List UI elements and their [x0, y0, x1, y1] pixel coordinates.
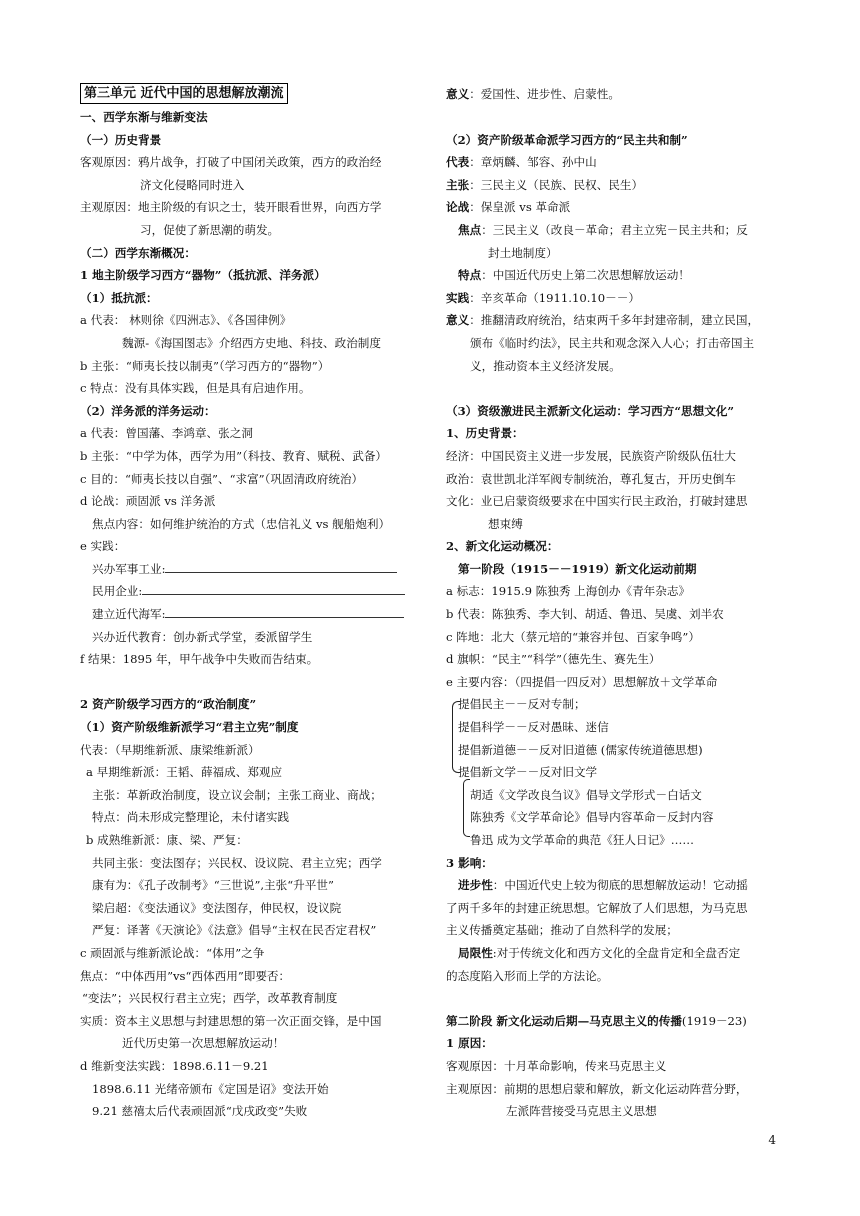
text-line: b 代表：陈独秀、李大钊、胡适、鲁迅、吴虞、刘半农	[446, 607, 724, 622]
fill-in-label: 兴办军事工业:	[92, 561, 166, 576]
text-line: 1898.6.11 光绪帝颁布《定国是诏》变法开始	[92, 1081, 329, 1096]
text-line: 经济：中国民资主义进一步发展，民族资产阶级队伍壮大	[446, 448, 736, 463]
text-line: d 旗帜：“民主”“科学”（德先生、赛先生）	[446, 652, 661, 667]
topic-subheading: （3）资级激进民主派新文化运动：学习西方“思想文化”	[446, 403, 735, 418]
section-heading: 一、西学东渐与维新变法	[80, 110, 208, 124]
subsection-heading: （二）西学东渐概况：	[80, 245, 196, 260]
text-line: 康有为：《孔子改制考》“三世说”,主张“升平世”	[92, 878, 334, 893]
text-line: b 主张：“师夷长技以制夷”（学习西方的“器物”）	[80, 358, 330, 373]
text-line: 主张：革新政治制度，设立议会制；主张工商业、商战；	[92, 787, 382, 802]
text-line: d 维新变法实践：1898.6.11－9.21	[80, 1058, 269, 1073]
topic-subheading: （2）洋务派的洋务运动：	[80, 403, 216, 418]
topic-subheading: （1）抵抗派：	[80, 290, 158, 305]
text-line: 意义：爱国性、进步性、启蒙性。	[446, 87, 620, 101]
text-line: 主观原因：地主阶级的有识之士，装开眼看世界，向西方学	[80, 200, 382, 215]
fill-in-line	[80, 603, 414, 626]
phase-heading: 第一阶段（1915－－1919）新文化运动前期	[458, 561, 697, 576]
fill-in-label: 民用企业:	[92, 584, 143, 599]
text-line: 实质：资本主义思想与封建思想的第一次正面交锋，是中国	[80, 1013, 382, 1028]
text-line: 的态度陷入形而上学的方法论。	[446, 968, 609, 983]
answer-blank[interactable]	[142, 581, 405, 595]
text-line: c 特点：没有具体实践，但是具有启迪作用。	[80, 381, 311, 396]
text-line: “变法”；兴民权行君主立宪；西学，改革教育制度	[82, 991, 338, 1006]
list-item: 陈独秀《文学革命论》倡导内容革命－反封内容	[470, 810, 714, 825]
topic-heading: 1 地主阶级学习西方“器物”（抵抗派、洋务派）	[80, 268, 326, 283]
text-line: 论战：保皇派 vs 革命派	[446, 200, 571, 215]
text-line: 进步性：中国近代史上较为彻底的思想解放运动！它动摇	[458, 878, 748, 893]
text-line: 魏源-《海国图志》介绍西方史地、科技、政治制度	[122, 335, 381, 350]
right-column	[446, 82, 786, 1123]
section-heading: 2、新文化运动概况：	[446, 539, 559, 554]
text-line: 客观原因：十月革命影响，传来马克思主义	[446, 1058, 667, 1073]
list-item: 提倡民主－－反对专制；	[458, 697, 586, 712]
text-line: 焦点：“中体西用”vs“西体西用”即要否：	[80, 968, 291, 983]
list-item: 提倡科学－－反对愚昧、迷信	[458, 720, 609, 735]
text-line: 焦点：三民主义（改良－革命；君主立宪－民主共和；反	[458, 222, 748, 237]
text-line: 近代历史第一次思想解放运动！	[122, 1036, 285, 1051]
list-brace	[452, 701, 460, 773]
text-line: f 结果：1895 年，甲午战争中失败而告结束。	[80, 652, 319, 667]
text-line: 梁启超：《变法通议》变法图存，伸民权，设议院	[92, 900, 342, 915]
text-line: d 论战：顽固派 vs 洋务派	[80, 494, 216, 509]
text-line: 局限性:对于传统文化和西方文化的全盘肯定和全盘否定	[458, 945, 741, 960]
unit-title: 第三单元 近代中国的思想解放潮流	[80, 83, 288, 104]
list-brace	[463, 779, 470, 837]
list-item: 胡适《文学改良刍议》倡导文学形式－白话文	[470, 787, 702, 802]
text-line: e 实践：	[80, 539, 126, 554]
subsection-heading: （一）历史背景	[80, 132, 162, 147]
text-line: 了两千多年的封建正统思想。它解放了人们思想，为马克思	[446, 900, 748, 915]
text-line: 特点：尚未形成完整理论，未付诸实践	[92, 810, 290, 825]
page-number: 4	[768, 1133, 776, 1147]
text-line: 想束缚	[488, 516, 523, 531]
fill-in-line	[80, 580, 414, 603]
section-heading: 3 影响：	[446, 855, 493, 870]
text-line: 意义：推翻清政府统治，结束两千多年封建帝制，建立民国，	[446, 313, 760, 328]
left-column	[80, 82, 414, 1123]
topic-subheading: （1）资产阶级维新派学习“君主立宪”制度	[80, 720, 299, 735]
phase-heading: 第二阶段 新文化运动后期—马克思主义的传播(1919－23)	[446, 1013, 747, 1028]
text-line: c 目的：“师夷长技以自强”、“求富”（巩固清政府统治）	[80, 471, 364, 486]
topic-heading: 2 资产阶级学习西方的“政治制度”	[80, 697, 257, 712]
answer-blank[interactable]	[165, 559, 397, 573]
text-line: 封土地制度）	[488, 245, 558, 260]
text-line: 主观原因：前期的思想启蒙和解放，新文化运动阵营分野，	[446, 1081, 748, 1096]
text-line: c 阵地：北大（蔡元培的“兼容并包、百家争鸣”）	[446, 629, 700, 644]
section-heading: 1 原因：	[446, 1036, 493, 1051]
list-item: 提倡新道德－－反对旧道德 (儒家传统道德思想)	[458, 742, 703, 757]
fill-in-line	[80, 558, 414, 581]
text-line: 客观原因：鸦片战争，打破了中国闭关政策，西方的政治经	[80, 155, 382, 170]
text-line: 焦点内容：如何维护统治的方式（忠信礼义 vs 舰船炮利）	[92, 516, 391, 531]
text-line: 共同主张：变法图存；兴民权、设议院、君主立宪；西学	[92, 855, 382, 870]
text-line: 左派阵营接受马克思主义思想	[506, 1104, 657, 1119]
text-line: b 成熟维新派：康、梁、严复：	[86, 833, 248, 847]
text-line: 颁布《临时约法》，民主共和观念深入人心；打击帝国主	[470, 335, 755, 350]
text-line: 主张：三民主义（民族、民权、民生）	[446, 177, 644, 192]
section-heading: 1、历史背景：	[446, 426, 524, 441]
list-item: 鲁迅 成为文学革命的典范《狂人日记》……	[470, 833, 694, 847]
text-line: 严复：译著《天演论》《法意》倡导“主权在民否定君权”	[92, 923, 377, 938]
text-line: 实践：辛亥革命（1911.10.10－－）	[446, 290, 640, 305]
list-item: 提倡新文学－－反对旧文学	[458, 765, 598, 780]
text-line: a 代表：曾国藩、李鸿章、张之洞	[80, 426, 253, 441]
text-line: 主义传播奠定基础；推动了自然科学的发展；	[446, 923, 678, 938]
text-line: 代表：章炳麟、邹容、孙中山	[446, 155, 597, 170]
text-line: b 主张：“中学为体，西学为用”（科技、教育、赋税、武备）	[80, 448, 388, 463]
fill-in-label: 建立近代海军:	[92, 607, 166, 622]
topic-subheading: （2）资产阶级革命派学习西方的“民主共和制”	[446, 132, 688, 147]
text-line: 习，促使了新思潮的萌发。	[140, 222, 280, 237]
text-line: a 代表： 林则徐《四洲志》、《各国律例》	[80, 313, 292, 328]
text-line: a 早期维新派：王韬、薛福成、郑观应	[86, 765, 283, 780]
text-line: 义，推动资本主义经济发展。	[470, 358, 621, 373]
text-line: 济文化侵略同时进入	[140, 177, 245, 192]
text-line: 政治：袁世凯北洋军阀专制统治，尊孔复古，开历史倒车	[446, 471, 736, 486]
text-line: 文化：业已启蒙资级要求在中国实行民主政治，打破封建思	[446, 494, 748, 509]
text-line: 9.21 慈禧太后代表顽固派“戊戌政变”失败	[92, 1104, 308, 1119]
text-line: a 标志：1915.9 陈独秀 上海创办《青年杂志》	[446, 584, 691, 599]
text-line: e 主要内容：（四提倡一四反对）思想解放＋文学革命	[446, 674, 718, 689]
text-line: c 顽固派与维新派论战：“体用”之争	[80, 945, 265, 960]
text-line: 特点：中国近代历史上第二次思想解放运动！	[458, 268, 690, 283]
text-line: 代表：（早期维新派、康梁维新派）	[80, 742, 260, 757]
answer-blank[interactable]	[165, 604, 404, 618]
text-line: 兴办近代教育：创办新式学堂，委派留学生	[92, 629, 313, 644]
